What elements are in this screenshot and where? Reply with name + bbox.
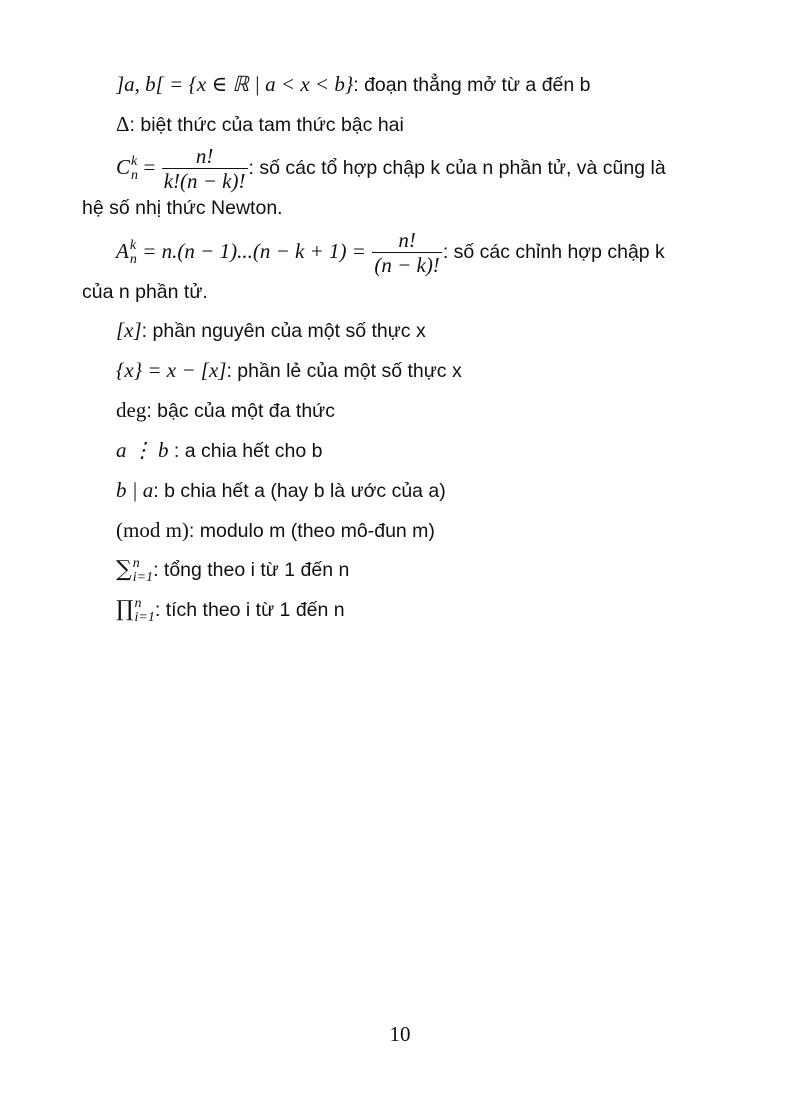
sum-bounds: n i=1 [132,555,154,585]
notation-integer-part [116,310,726,351]
notation-divisible [116,430,726,471]
notation-sum [116,550,726,590]
notation-open-interval [116,64,726,105]
math-combination-fraction [162,144,248,193]
math-integer-part: [x] [116,318,142,342]
math-divisible: a ⋮ b [116,438,169,462]
desc-discriminant: : biệt thức của tam thức bậc hai [129,114,404,136]
notation-product [116,590,726,630]
notation-arrangement-continued [82,272,692,312]
fraction-denominator: (n − k)! [374,253,440,278]
desc-combination-continued: hệ số nhị thức Newton. [82,197,283,219]
notation-arrangement [116,228,726,277]
notation-discriminant [116,104,726,145]
desc-product: : tích theo i từ 1 đến n [154,599,345,621]
desc-arrangement: : số các chỉnh hợp chập k [442,240,665,263]
product-symbol: ∏ [116,597,134,622]
notation-divides [116,470,726,511]
notation-fractional-part [116,350,726,391]
math-degree: deg [116,398,147,422]
math-combination-equals: = [143,154,156,179]
notation-combination [116,144,726,193]
fraction-numerator: n! [372,228,441,253]
math-arrangement-indices: k n [129,237,137,267]
desc-divides: : b chia hết a (hay b là ước của a) [153,480,446,502]
math-open-interval: ]a, b[ = {x ∈ ℝ | a < x < b} [116,72,354,96]
desc-modulo: : modulo m (theo mô-đun m) [188,520,435,542]
sum-symbol: ∑ [116,557,132,582]
fraction-denominator: k!(n − k)! [163,169,246,194]
desc-combination: : số các tổ hợp chập k của n phần tử, và cũng là [248,156,666,179]
notation-combination-continued [82,188,692,228]
desc-divisible: : a chia hết cho b [168,440,323,462]
math-arrangement-symbol: A [116,238,129,263]
desc-integer-part: : phần nguyên của một số thực x [141,320,426,342]
notation-degree [116,390,726,431]
product-bounds: n i=1 [134,595,155,625]
math-arrangement-product: = n.(n − 1)...(n − k + 1) = [142,238,366,263]
desc-sum: : tổng theo i từ 1 đến n [153,559,350,581]
math-discriminant: Δ [116,112,130,136]
desc-degree: : bậc của một đa thức [146,400,335,422]
desc-open-interval: : đoạn thẳng mở từ a đến b [353,74,591,96]
math-arrangement-fraction [372,228,441,277]
math-combination-indices: k n [131,153,139,183]
notation-modulo [116,510,726,551]
desc-fractional-part: : phần lẻ của một số thực x [226,360,462,382]
math-combination-symbol: C [116,154,131,179]
math-fractional-part: {x} = x − [x] [116,358,227,382]
page-number: 10 [389,1022,411,1046]
math-divides: b | a [116,478,154,502]
fraction-numerator: n! [162,144,248,169]
desc-arrangement-continued: của n phần tử. [82,281,208,303]
math-modulo: (mod m) [116,518,189,542]
